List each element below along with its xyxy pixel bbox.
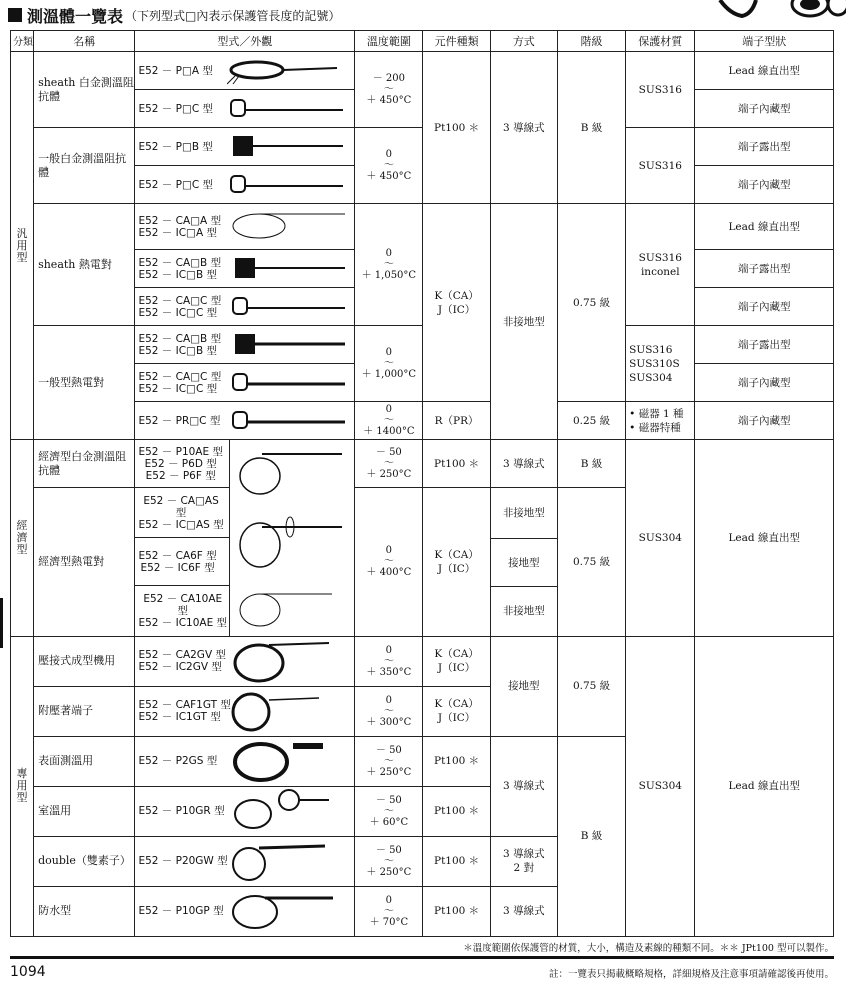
header-material: 保護材質 <box>626 31 695 52</box>
model-cell: E52 － CA2GV 型 E52 － IC2GV 型 <box>135 636 355 686</box>
method-cell: 3 導線式 <box>490 886 557 936</box>
name-waterproof: 防水型 <box>34 886 135 936</box>
note: 註：一覽表只揭載概略規格，詳細規格及注意事項請確認後再使用。 <box>548 969 834 980</box>
table-row <box>11 326 834 364</box>
probe-block-image <box>229 254 349 284</box>
model-cell: E52 － CA□B 型 E52 － IC□B 型 <box>135 250 355 288</box>
model-item: E52 － CA6F 型 E52 － IC6F 型 <box>135 538 229 586</box>
terminal-cell: 端子內藏型 <box>695 288 834 326</box>
model-cell: E52 － CA□C 型 E52 － IC□C 型 <box>135 288 355 326</box>
model-cell: E52 － P10GP 型 <box>135 886 355 936</box>
footnote: ＊溫度範圍依保護管的材質，大小，構造及素線的種類不同。＊＊ JPt100 型可以製作。 <box>463 943 834 954</box>
temp-cell: 0 ～ ＋ 450°C <box>355 128 423 204</box>
grade-cell: 0.25 級 <box>557 402 625 440</box>
method-cell: 3 導線式 2 對 <box>490 836 557 886</box>
model-cell: E52 － CA□C 型 E52 － IC□C 型 <box>135 364 355 402</box>
grade-cell: 0.75 級 <box>557 636 625 736</box>
model-group-cell <box>135 440 355 636</box>
probe-coil-image <box>232 513 352 573</box>
temp-cell: 0 ～ ＋ 1,050°C <box>355 204 423 326</box>
probe-head-image <box>229 406 349 436</box>
terminal-cell: 端子內藏型 <box>695 166 834 204</box>
header-terminal: 端子型狀 <box>695 31 834 52</box>
material-cell: SUS316 <box>626 52 695 128</box>
model-cell: E52 － CA□B 型 E52 － IC□B 型 <box>135 326 355 364</box>
model-cell: E52 － P□C 型 <box>135 90 355 128</box>
header-temp: 溫度範圍 <box>355 31 423 52</box>
name-press-molding: 壓接式成型機用 <box>34 636 135 686</box>
model-cell: E52 － P□A 型 <box>135 52 355 90</box>
header-category: 分類 <box>11 31 34 52</box>
element-cell: Pt100 ＊ <box>423 786 490 836</box>
terminal-cell: Lead 線直出型 <box>695 52 834 90</box>
temp-cell: 0 ～ ＋ 300°C <box>355 686 423 736</box>
terminal-cell: 端子露出型 <box>695 128 834 166</box>
terminal-cell: Lead 線直出型 <box>695 204 834 250</box>
material-cell: SUS316 <box>626 128 695 204</box>
probe-coil-image <box>229 208 349 246</box>
probe-head-image <box>229 292 349 322</box>
probe-block-image <box>227 132 347 162</box>
method-cell: 接地型 <box>490 539 557 587</box>
probe-head-image <box>227 94 347 124</box>
category-general: 汎用型 <box>11 52 34 440</box>
name-general-pt: 一般白金測溫阻抗體 <box>34 128 135 204</box>
element-cell: Pt100 ＊ <box>423 836 490 886</box>
name-surface: 表面測溫用 <box>34 736 135 786</box>
table-row <box>11 128 834 166</box>
grade-cell: 0.75 級 <box>557 204 625 402</box>
probe-head-image <box>227 170 347 200</box>
model-cell: E52 － PR□C 型 <box>135 402 355 440</box>
temp-cell: 0 ～ ＋ 1400°C <box>355 402 423 440</box>
category-special: 專用型 <box>11 636 34 936</box>
header-row <box>11 31 834 52</box>
method-cell: 3 導線式 <box>490 736 557 836</box>
material-cell: SUS304 <box>626 440 695 636</box>
probe-coil-image <box>229 838 349 884</box>
method-cell: 非接地型 <box>490 204 557 440</box>
element-cell: Pt100 ＊ <box>423 886 490 936</box>
header-model: 型式／外觀 <box>135 31 355 52</box>
header-element: 元件種類 <box>423 31 490 52</box>
table-row <box>11 636 834 686</box>
model-item: E52 － CA10AE 型 E52 － IC10AE 型 <box>138 592 228 629</box>
title-square-icon <box>8 8 22 22</box>
method-cell: 接地型 <box>490 636 557 736</box>
name-econ-pt: 經濟型白金測溫阻抗體 <box>34 440 135 488</box>
temp-cell: 0 ～ ＋ 350°C <box>355 636 423 686</box>
header-method: 方式 <box>490 31 557 52</box>
probe-head-image <box>229 368 349 398</box>
name-sheath-pt: sheath 白金測溫阻抗體 <box>34 52 135 128</box>
model-item: E52 － P10AE 型 E52 － P6D 型 E52 － P6F 型 <box>135 440 229 488</box>
material-cell: • 磁器 1 種 • 磁器特種 <box>626 402 695 440</box>
terminal-cell: 端子露出型 <box>695 250 834 288</box>
divider <box>10 956 834 959</box>
table-row <box>11 204 834 250</box>
terminal-cell: Lead 線直出型 <box>695 636 834 936</box>
element-cell: R（PR） <box>423 402 490 440</box>
terminal-cell: 端子露出型 <box>695 326 834 364</box>
table-row <box>11 52 834 90</box>
element-cell: K（CA） J（IC） <box>423 686 490 736</box>
name-double: double（雙素子） <box>34 836 135 886</box>
model-cell: E52 － P□C 型 <box>135 166 355 204</box>
grade-cell: B 級 <box>557 440 625 488</box>
method-cell: 3 導線式 <box>490 52 557 204</box>
temp-cell: － 50 ～ ＋ 250°C <box>355 836 423 886</box>
page-number: 1094 <box>10 964 46 980</box>
probe-coil-image <box>227 56 347 86</box>
material-cell: SUS304 <box>626 636 695 936</box>
probe-coil-image <box>229 888 349 934</box>
category-economy: 經濟型 <box>11 440 34 636</box>
model-item: E52 － CA□AS 型 E52 － IC□AS 型 <box>135 488 229 538</box>
element-cell: K（CA） J（IC） <box>423 636 490 686</box>
model-cell: E52 － P20GW 型 <box>135 836 355 886</box>
model-cell: E52 － CAF1GT 型 E52 － IC1GT 型 <box>135 686 355 736</box>
probe-coil-image <box>229 638 349 684</box>
temp-cell: － 50 ～ ＋ 250°C <box>355 440 423 488</box>
probe-coil-image <box>232 588 352 628</box>
name-general-tc: 一般型熱電對 <box>34 326 135 440</box>
terminal-cell: 端子內藏型 <box>695 364 834 402</box>
element-cell: K（CA） J（IC） <box>423 204 490 402</box>
name-press-terminal: 附壓著端子 <box>34 686 135 736</box>
page-title <box>8 3 340 27</box>
model-cell: E52 － P10GR 型 <box>135 786 355 836</box>
name-room: 室溫用 <box>34 786 135 836</box>
grade-cell: B 級 <box>557 736 625 936</box>
method-cell: 3 導線式 <box>490 440 557 488</box>
model-cell: E52 － P2GS 型 <box>135 736 355 786</box>
decorative-sensor-illustration <box>700 0 846 22</box>
material-cell: SUS316 inconel <box>626 204 695 326</box>
method-cell: 非接地型 <box>490 488 557 539</box>
temp-cell: － 50 ～ ＋ 60°C <box>355 786 423 836</box>
temp-cell: 0 ～ ＋ 1,000°C <box>355 326 423 402</box>
terminal-cell: 端子內藏型 <box>695 90 834 128</box>
terminal-cell: Lead 線直出型 <box>695 440 834 636</box>
probe-coil-image <box>229 688 349 734</box>
probe-block-image <box>229 330 349 360</box>
probe-coil-image <box>229 738 349 784</box>
temp-cell: 0 ～ ＋ 400°C <box>355 488 423 636</box>
temp-cell: － 200 ～ ＋ 450°C <box>355 52 423 128</box>
model-cell: E52 － CA□A 型 E52 － IC□A 型 <box>135 204 355 250</box>
element-cell: Pt100 ＊ <box>423 736 490 786</box>
temp-cell: － 50 ～ ＋ 250°C <box>355 736 423 786</box>
name-sheath-tc: sheath 熱電對 <box>34 204 135 326</box>
probe-coil-image <box>232 448 352 498</box>
model-images <box>229 440 354 635</box>
table-row <box>11 440 834 488</box>
material-cell: SUS316 SUS310S SUS304 <box>626 326 695 402</box>
header-grade: 階級 <box>557 31 625 52</box>
model-cell: E52 － P□B 型 <box>135 128 355 166</box>
sensor-list-table <box>10 30 834 937</box>
element-cell: Pt100 ＊ <box>423 52 490 204</box>
title-main: 測溫體一覽表 <box>27 6 124 26</box>
method-cell: 非接地型 <box>490 587 557 636</box>
element-cell: K（CA） J（IC） <box>423 488 490 636</box>
probe-coil-image <box>229 788 349 834</box>
terminal-cell: 端子內藏型 <box>695 402 834 440</box>
element-cell: Pt100 ＊ <box>423 440 490 488</box>
side-marker <box>0 598 3 648</box>
title-subtitle: （下列型式□內表示保護管長度的記號） <box>125 8 341 23</box>
temp-cell: 0 ～ ＋ 70°C <box>355 886 423 936</box>
grade-cell: B 級 <box>557 52 625 204</box>
grade-cell: 0.75 級 <box>557 488 625 636</box>
header-name: 名稱 <box>34 31 135 52</box>
name-econ-tc: 經濟型熱電對 <box>34 488 135 636</box>
